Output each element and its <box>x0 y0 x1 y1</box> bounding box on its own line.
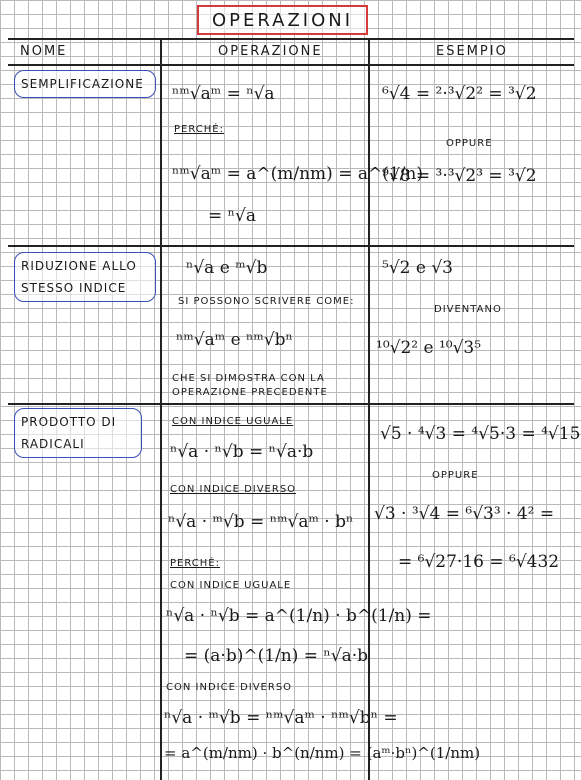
row-name-simplification <box>14 70 156 98</box>
row3-op-note-2: CON INDICE DIVERSO <box>170 484 297 495</box>
row-name-reduction <box>14 252 156 302</box>
row2-divider <box>8 403 574 405</box>
row1-ex-note: OPPURE <box>446 138 493 149</box>
row3-ex-note: OPPURE <box>432 470 479 481</box>
row3-ex-equation-2: √3 · ³√4 = ⁶√3³ · 4² = <box>374 504 555 524</box>
row3-op-equation-4: = (a·b)^(1/n) = ⁿ√a·b <box>184 646 368 666</box>
row2-op-note-2-text: CHE SI DIMOSTRA CON LA OPERAZIONE PRECEDENTE <box>172 373 328 398</box>
row3-op-note-4: CON INDICE UGUALE <box>170 580 292 591</box>
row2-ex-note: DIVENTANO <box>434 304 502 315</box>
row3-op-note-5: CON INDICE DIVERSO <box>166 682 293 693</box>
row-name-text: RIDUZIONE ALLO STESSO INDICE <box>21 259 137 295</box>
row2-op-note-2 <box>172 372 362 400</box>
row3-ex-equation-1: √5 · ⁴√3 = ⁴√5·3 = ⁴√15 <box>380 424 581 444</box>
row3-op-equation-5: ⁿ√a · ᵐ√b = ⁿᵐ√aᵐ · ⁿᵐ√bⁿ = <box>164 708 398 728</box>
row3-ex-equation-3: = ⁶√27·16 = ⁶√432 <box>398 552 560 572</box>
row1-op-note: PERCHÉ: <box>174 124 224 135</box>
header-divider <box>8 64 574 66</box>
col-divider-2 <box>368 38 370 780</box>
table-top-border <box>8 38 574 40</box>
row3-op-note-1: CON INDICE UGUALE <box>172 416 294 427</box>
row1-ex-equation-2: ⁹√8 = ³·³√2³ = ³√2 <box>382 166 537 186</box>
header-name: NOME <box>20 44 68 59</box>
row3-op-equation-1: ⁿ√a · ⁿ√b = ⁿ√a·b <box>170 442 314 462</box>
row2-op-equation-1: ⁿ√a e ᵐ√b <box>186 258 268 278</box>
row3-op-equation-6: = a^(m/nm) · b^(n/nm) = (aᵐ·bⁿ)^(1/nm) <box>164 744 481 762</box>
row-name-text: SEMPLIFICAZIONE <box>21 77 144 91</box>
page-title <box>197 5 368 35</box>
page-title-text: OPERAZIONI <box>211 9 354 31</box>
row2-ex-equation-1: ⁵√2 e √3 <box>382 258 453 278</box>
row3-op-equation-3: ⁿ√a · ⁿ√b = a^(1/n) · b^(1/n) = <box>166 606 432 626</box>
row1-op-equation-3: = ⁿ√a <box>208 206 256 226</box>
row3-op-note-3: PERCHÉ: <box>170 558 220 569</box>
row2-ex-equation-2: ¹⁰√2² e ¹⁰√3⁵ <box>376 338 482 358</box>
row3-op-equation-2: ⁿ√a · ᵐ√b = ⁿᵐ√aᵐ · bⁿ <box>168 512 354 532</box>
row2-op-equation-2: ⁿᵐ√aᵐ e ⁿᵐ√bⁿ <box>176 330 293 350</box>
row2-op-note-1: SI POSSONO SCRIVERE COME: <box>178 296 355 307</box>
row1-op-equation-1: ⁿᵐ√aᵐ = ⁿ√a <box>172 84 275 104</box>
row1-ex-equation-1: ⁶√4 = ²·³√2² = ³√2 <box>382 84 537 104</box>
header-example: ESEMPIO <box>436 44 508 59</box>
col-divider-1 <box>160 38 162 780</box>
row1-divider <box>8 245 574 247</box>
row-name-product <box>14 408 142 458</box>
row1-op-equation-2: ⁿᵐ√aᵐ = a^(m/nm) = a^(1/n) <box>172 164 423 184</box>
header-operation: OPERAZIONE <box>218 44 323 59</box>
row-name-text: PRODOTTO DI RADICALI <box>21 415 117 451</box>
